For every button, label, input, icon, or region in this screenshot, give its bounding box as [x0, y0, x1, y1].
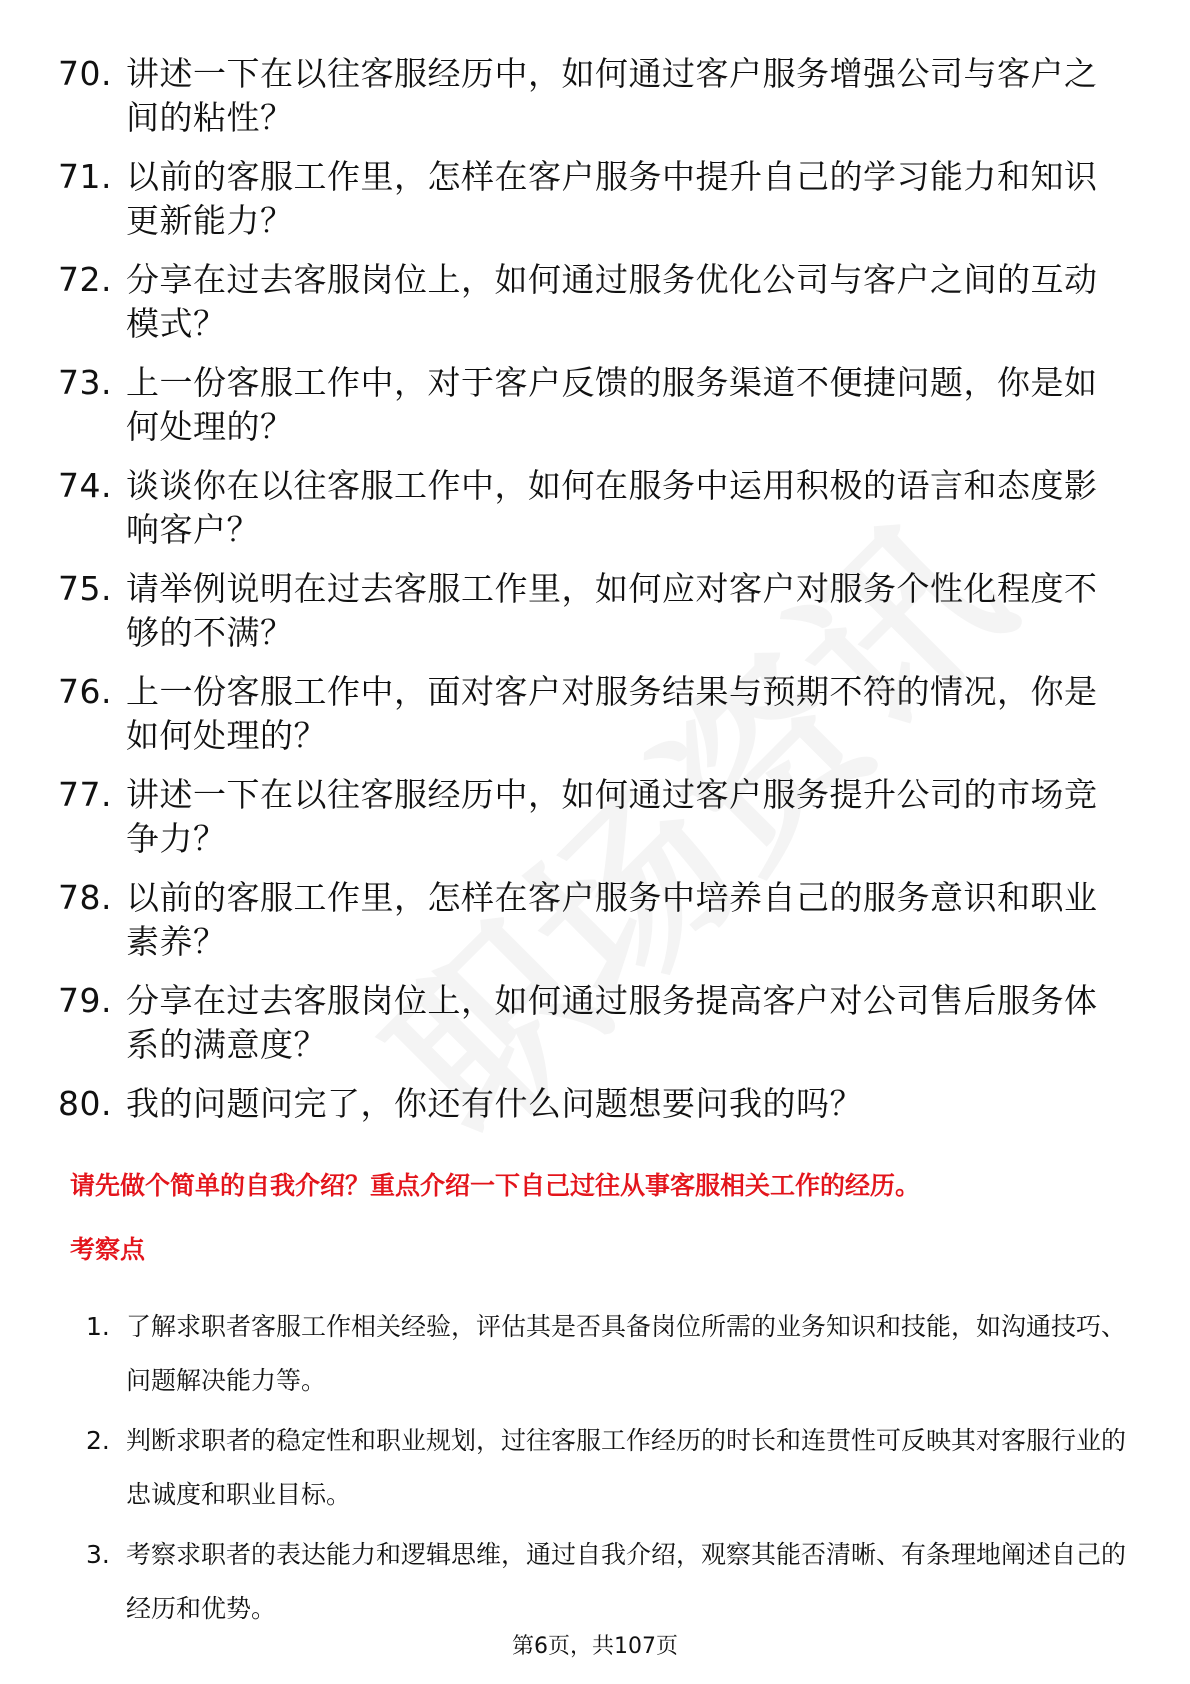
question-item — [58, 876, 1118, 964]
question-item — [58, 979, 1118, 1067]
question-number: 74. — [58, 466, 112, 505]
question-item — [58, 670, 1118, 758]
point-number: 3. — [86, 1540, 110, 1569]
question-text: 以前的客服工作里，怎样在客户服务中培养自己的服务意识和职业素养？ — [126, 878, 1098, 961]
section-subheading: 考察点 — [70, 1235, 146, 1264]
question-number: 76. — [58, 672, 112, 711]
question-number: 79. — [58, 981, 112, 1020]
question-number: 72. — [58, 260, 112, 299]
question-item — [58, 567, 1118, 655]
question-item — [58, 773, 1118, 861]
evaluation-points-list — [86, 1300, 1126, 1642]
point-number: 1. — [86, 1312, 110, 1341]
question-number: 73. — [58, 363, 112, 402]
question-number: 70. — [58, 54, 112, 93]
question-text: 讲述一下在以往客服经历中，如何通过客户服务增强公司与客户之间的粘性？ — [126, 54, 1098, 137]
evaluation-point — [86, 1528, 1126, 1636]
question-item — [58, 361, 1118, 449]
question-item — [58, 52, 1118, 140]
question-number: 78. — [58, 878, 112, 917]
evaluation-point — [86, 1300, 1126, 1408]
point-text: 判断求职者的稳定性和职业规划，过往客服工作经历的时长和连贯性可反映其对客服行业的忠诚度和职业目标。 — [126, 1426, 1127, 1509]
question-text: 上一份客服工作中，面对客户对服务结果与预期不符的情况，你是如何处理的？ — [126, 672, 1098, 755]
question-number: 80. — [58, 1084, 112, 1123]
question-text: 分享在过去客服岗位上，如何通过服务优化公司与客户之间的互动模式？ — [126, 260, 1098, 343]
question-item — [58, 258, 1118, 346]
question-item — [58, 1082, 1118, 1126]
question-item — [58, 155, 1118, 243]
question-number: 77. — [58, 775, 112, 814]
page-footer: 第6页，共107页 — [512, 1634, 678, 1659]
question-text: 上一份客服工作中，对于客户反馈的服务渠道不便捷问题，你是如何处理的？ — [126, 363, 1098, 446]
question-item — [58, 464, 1118, 552]
question-text: 讲述一下在以往客服经历中，如何通过客户服务提升公司的市场竞争力？ — [126, 775, 1098, 858]
question-list — [58, 52, 1118, 1141]
point-number: 2. — [86, 1426, 110, 1455]
question-number: 75. — [58, 569, 112, 608]
question-text: 请举例说明在过去客服工作里，如何应对客户对服务个性化程度不够的不满？ — [126, 569, 1098, 652]
question-text: 以前的客服工作里，怎样在客户服务中提升自己的学习能力和知识更新能力？ — [126, 157, 1098, 240]
evaluation-point — [86, 1414, 1126, 1522]
point-text: 考察求职者的表达能力和逻辑思维，通过自我介绍，观察其能否清晰、有条理地阐述自己的经历和优势。 — [126, 1540, 1127, 1623]
question-text: 我的问题问完了，你还有什么问题想要问我的吗？ — [126, 1084, 863, 1123]
section-heading: 请先做个简单的自我介绍？重点介绍一下自己过往从事客服相关工作的经历。 — [70, 1171, 921, 1200]
question-text: 谈谈你在以往客服工作中，如何在服务中运用积极的语言和态度影响客户？ — [126, 466, 1098, 549]
question-text: 分享在过去客服岗位上，如何通过服务提高客户对公司售后服务体系的满意度？ — [126, 981, 1098, 1064]
question-number: 71. — [58, 157, 112, 196]
point-text: 了解求职者客服工作相关经验，评估其是否具备岗位所需的业务知识和技能，如沟通技巧、问题解决能力等。 — [126, 1312, 1127, 1395]
